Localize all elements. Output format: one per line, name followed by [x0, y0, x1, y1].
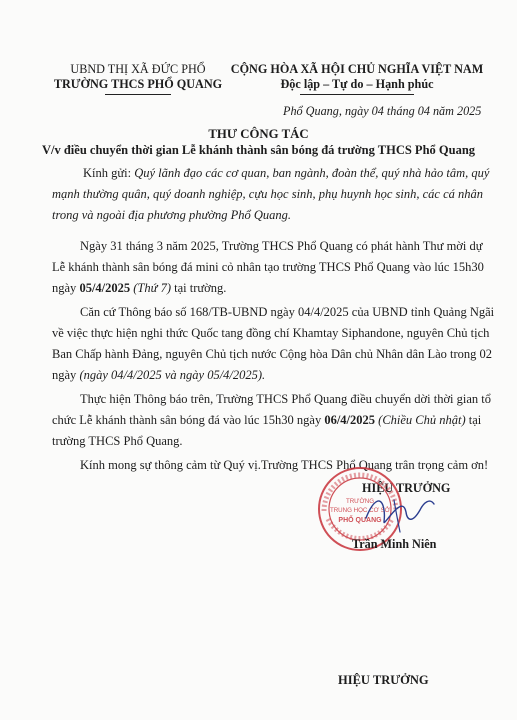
document-subject: V/v điều chuyển thời gian Lễ khánh thành sân bóng đá trường THCS Phổ Quang	[41, 143, 476, 157]
para1-line-2: Lễ khánh thành sân bóng đá mini cỏ nhân tạo trường THCS Phổ Quang vào lúc 15h30	[52, 260, 484, 274]
para1-line-3	[52, 278, 226, 300]
motto-underline	[300, 94, 414, 95]
national-motto: Độc lập – Tự do – Hạnh phúc	[280, 77, 434, 91]
para1-line-1: Ngày 31 tháng 3 năm 2025, Trường THCS Phổ Quang có phát hành Thư mời dự	[80, 239, 483, 253]
footer-role: HIỆU TRƯỞNG	[338, 673, 429, 687]
para2-line-4	[52, 365, 265, 387]
recipients-line-1	[83, 163, 489, 185]
para1-l3b: tại trường.	[171, 281, 227, 295]
issuer-line-1: UBND THỊ XÃ ĐỨC PHỔ	[70, 62, 206, 76]
para2-line-3: Ban Chấp hành Đảng, nguyên Chủ tịch nước Cộng hòa Dân chủ Nhân dân Lào trong 02	[52, 347, 493, 361]
recipients-line-2: mạnh thường quân, quý doanh nghiệp, cựu học sinh, phụ huynh học sinh, các cá nhân	[52, 187, 484, 201]
para2-line-2: về việc thực hiện nghi thức Quốc tang đồng chí Khamtay Siphandone, nguyên Chủ tịch	[52, 326, 490, 340]
document-title: THƯ CÔNG TÁC	[208, 127, 309, 141]
issuer-underline	[105, 94, 171, 95]
para3-l2a: chức Lễ khánh thành sân bóng đá vào lúc 15h30 ngày	[52, 413, 325, 427]
national-title: CỘNG HÒA XÃ HỘI CHỦ NGHĨA VIỆT NAM	[230, 62, 484, 76]
para3-line-1: Thực hiện Thông báo trên, Trường THCS Phổ Quang điều chuyển dời thời gian tổ	[80, 392, 492, 406]
recipients-text-1: Quý lãnh đạo các cơ quan, ban ngành, đoàn thể, quý nhà hảo tâm, quý	[134, 166, 490, 180]
stamp-line-1: TRƯỜNG	[345, 498, 375, 505]
closing-line: Kính mong sự thông cảm từ Quý vị.Trường THCS Phổ Quang trân trọng cảm ơn!	[80, 458, 489, 472]
issuer-line-2: TRƯỜNG THCS PHỔ QUANG	[53, 77, 223, 91]
ceremony-original-date: 05/4/2025	[79, 281, 131, 295]
handwritten-signature	[360, 488, 440, 536]
ceremony-new-date: 06/4/2025	[324, 413, 376, 427]
para1-l3a: ngày	[52, 281, 80, 295]
recipients-label: Kính gửi:	[83, 166, 132, 180]
para2-line-1: Căn cứ Thông báo số 168/TB-UBND ngày 04/4/2025 của UBND tỉnh Quảng Ngãi	[80, 305, 495, 319]
mourning-dates: (ngày 04/4/2025 và ngày 05/4/2025).	[79, 368, 266, 382]
para2-l4a: ngày	[52, 368, 80, 382]
para3-l2b: tại	[465, 413, 482, 427]
stamp-line-2: TRUNG HỌC CƠ SỞ	[329, 507, 391, 514]
signer-name: Trần Minh Niên	[352, 537, 437, 551]
ceremony-new-day: (Chiều Chủ nhật)	[375, 413, 466, 427]
stamp-line-3: PHỔ QUANG	[338, 517, 382, 524]
ceremony-original-day: (Thứ 7)	[130, 281, 171, 295]
document-date: Phổ Quang, ngày 04 tháng 04 năm 2025	[283, 104, 482, 118]
para3-line-2	[52, 410, 481, 432]
recipients-line-3: trong và ngoài địa phương phường Phổ Quang.	[52, 208, 292, 222]
para3-line-3: trường THCS Phổ Quang.	[52, 434, 183, 448]
signer-role: HIỆU TRƯỞNG	[362, 481, 451, 495]
